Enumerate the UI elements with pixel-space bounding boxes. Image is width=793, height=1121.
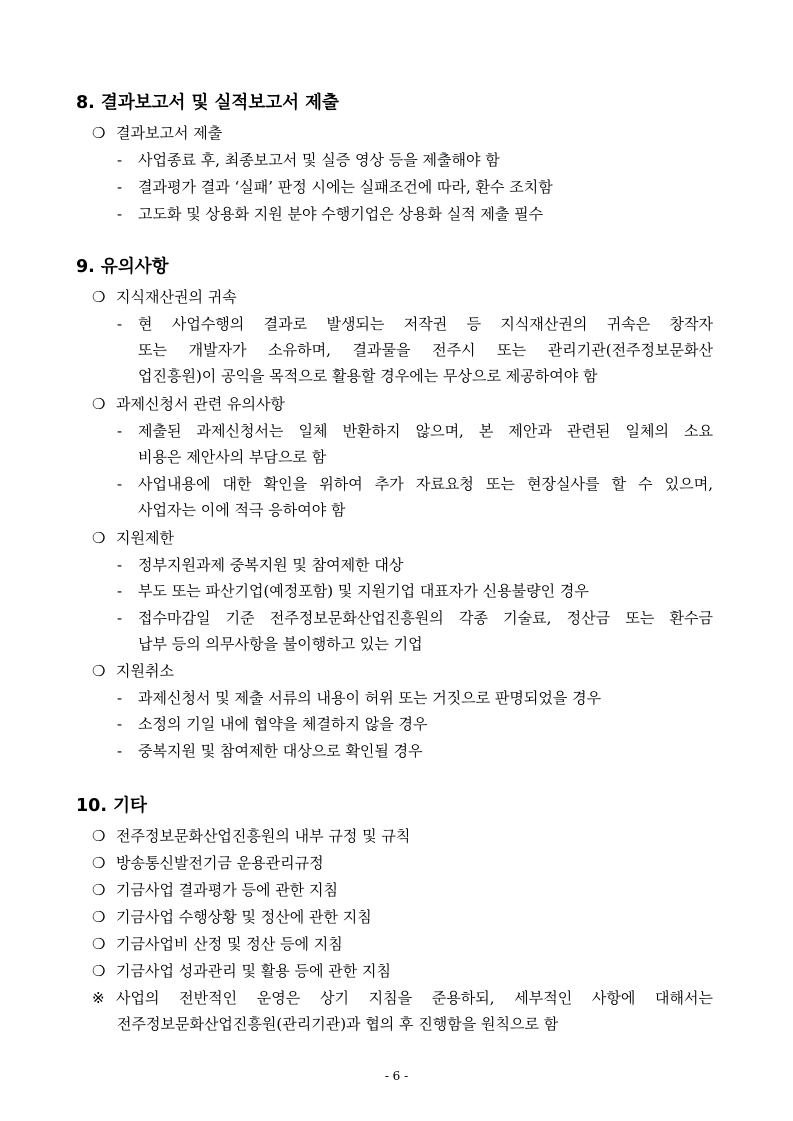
circle-bullet-icon: ❍: [92, 827, 106, 845]
circle-bullet-icon: ❍: [92, 854, 106, 872]
list-item-continuation: 또는 개발자가 소유하며, 결과물을 전주시 또는 관리기관(전주정보문화산: [138, 341, 713, 359]
subsection-heading: ❍ 지식재산권의 귀속: [92, 288, 237, 306]
list-item-continuation: 납부 등의 의무사항을 불이행하고 있는 기업: [138, 635, 423, 653]
dash-marker: -: [117, 475, 123, 493]
dash-marker: -: [117, 178, 123, 196]
subsection-heading: ❍ 결과보고서 제출: [92, 124, 223, 142]
circle-bullet-icon: ❍: [92, 288, 106, 306]
list-item: ❍ 기금사업 수행상황 및 정산에 관한 지침: [92, 908, 372, 926]
dash-marker: -: [117, 151, 123, 169]
dash-marker: -: [117, 609, 123, 627]
dash-marker: -: [117, 556, 123, 574]
subsection-heading: ❍ 지원취소: [92, 662, 174, 680]
list-item: - 사업내용에 대한 확인을 위하여 추가 자료요청 또는 현장실사를 할 수 있으며,: [117, 475, 713, 493]
section-title: 10. 기타: [76, 796, 147, 816]
dash-marker: -: [117, 205, 123, 223]
dash-marker: -: [117, 582, 123, 600]
circle-bullet-icon: ❍: [92, 908, 106, 926]
circle-bullet-icon: ❍: [92, 881, 106, 899]
section-title: 9. 유의사항: [76, 257, 169, 277]
dash-marker: -: [117, 422, 123, 440]
reference-note-continuation: 전주정보문화산업진흥원(관리기관)과 협의 후 진행함을 원칙으로 함: [117, 1015, 559, 1033]
list-item: ❍ 기금사업 성과관리 및 활용 등에 관한 지침: [92, 962, 391, 980]
dash-marker: -: [117, 742, 123, 760]
list-item: - 접수마감일 기준 전주정보문화산업진흥원의 각종 기술료, 정산금 또는 환수금: [117, 609, 713, 627]
circle-bullet-icon: ❍: [92, 529, 106, 547]
reference-mark-icon: ※: [92, 989, 105, 1007]
list-item-continuation: 사업자는 이에 적극 응하여야 함: [138, 501, 346, 519]
list-item: - 부도 또는 파산기업(예정포함) 및 지원기업 대표자가 신용불량인 경우: [117, 582, 589, 600]
circle-bullet-icon: ❍: [92, 662, 106, 680]
page-number: - 6 -: [384, 1069, 409, 1083]
reference-note: ※ 사업의 전반적인 운영은 상기 지침을 준용하되, 세부적인 사항에 대해서는: [92, 989, 713, 1007]
subsection-heading: ❍ 과제신청서 관련 유의사항: [92, 395, 285, 413]
list-item-continuation: 비용은 제안사의 부담으로 함: [138, 448, 327, 466]
list-item-continuation: 업진흥원)이 공익을 목적으로 활용할 경우에는 무상으로 제공하여야 함: [138, 367, 598, 385]
list-item: ❍ 방송통신발전기금 운용관리규정: [92, 854, 324, 872]
circle-bullet-icon: ❍: [92, 935, 106, 953]
list-item: - 현 사업수행의 결과로 발생되는 저작권 등 지식재산권의 귀속은 창작자: [117, 315, 713, 333]
list-item: ❍ 기금사업비 산정 및 정산 등에 지침: [92, 935, 343, 953]
list-item: - 소정의 기일 내에 협약을 체결하지 않을 경우: [117, 715, 428, 733]
list-item: - 과제신청서 및 제출 서류의 내용이 허위 또는 거짓으로 판명되었을 경우: [117, 689, 602, 707]
dash-marker: -: [117, 715, 123, 733]
circle-bullet-icon: ❍: [92, 124, 106, 142]
list-item: - 결과평가 결과 ‘실패’ 판정 시에는 실패조건에 따라, 환수 조치함: [117, 178, 553, 196]
list-item: - 고도화 및 상용화 지원 분야 수행기업은 상용화 실적 제출 필수: [117, 205, 544, 223]
list-item: ❍ 기금사업 결과평가 등에 관한 지침: [92, 881, 338, 899]
dash-marker: -: [117, 689, 123, 707]
list-item: - 제출된 과제신청서는 일체 반환하지 않으며, 본 제안과 관련된 일체의 소요: [117, 422, 713, 440]
section-title: 8. 결과보고서 및 실적보고서 제출: [76, 93, 339, 113]
circle-bullet-icon: ❍: [92, 962, 106, 980]
dash-marker: -: [117, 315, 123, 333]
list-item: - 정부지원과제 중복지원 및 참여제한 대상: [117, 556, 404, 574]
subsection-heading: ❍ 지원제한: [92, 529, 174, 547]
circle-bullet-icon: ❍: [92, 395, 106, 413]
list-item: ❍ 전주정보문화산업진흥원의 내부 규정 및 규칙: [92, 827, 411, 845]
list-item: - 사업종료 후, 최종보고서 및 실증 영상 등을 제출해야 함: [117, 151, 500, 169]
list-item: - 중복지원 및 참여제한 대상으로 확인될 경우: [117, 742, 423, 760]
